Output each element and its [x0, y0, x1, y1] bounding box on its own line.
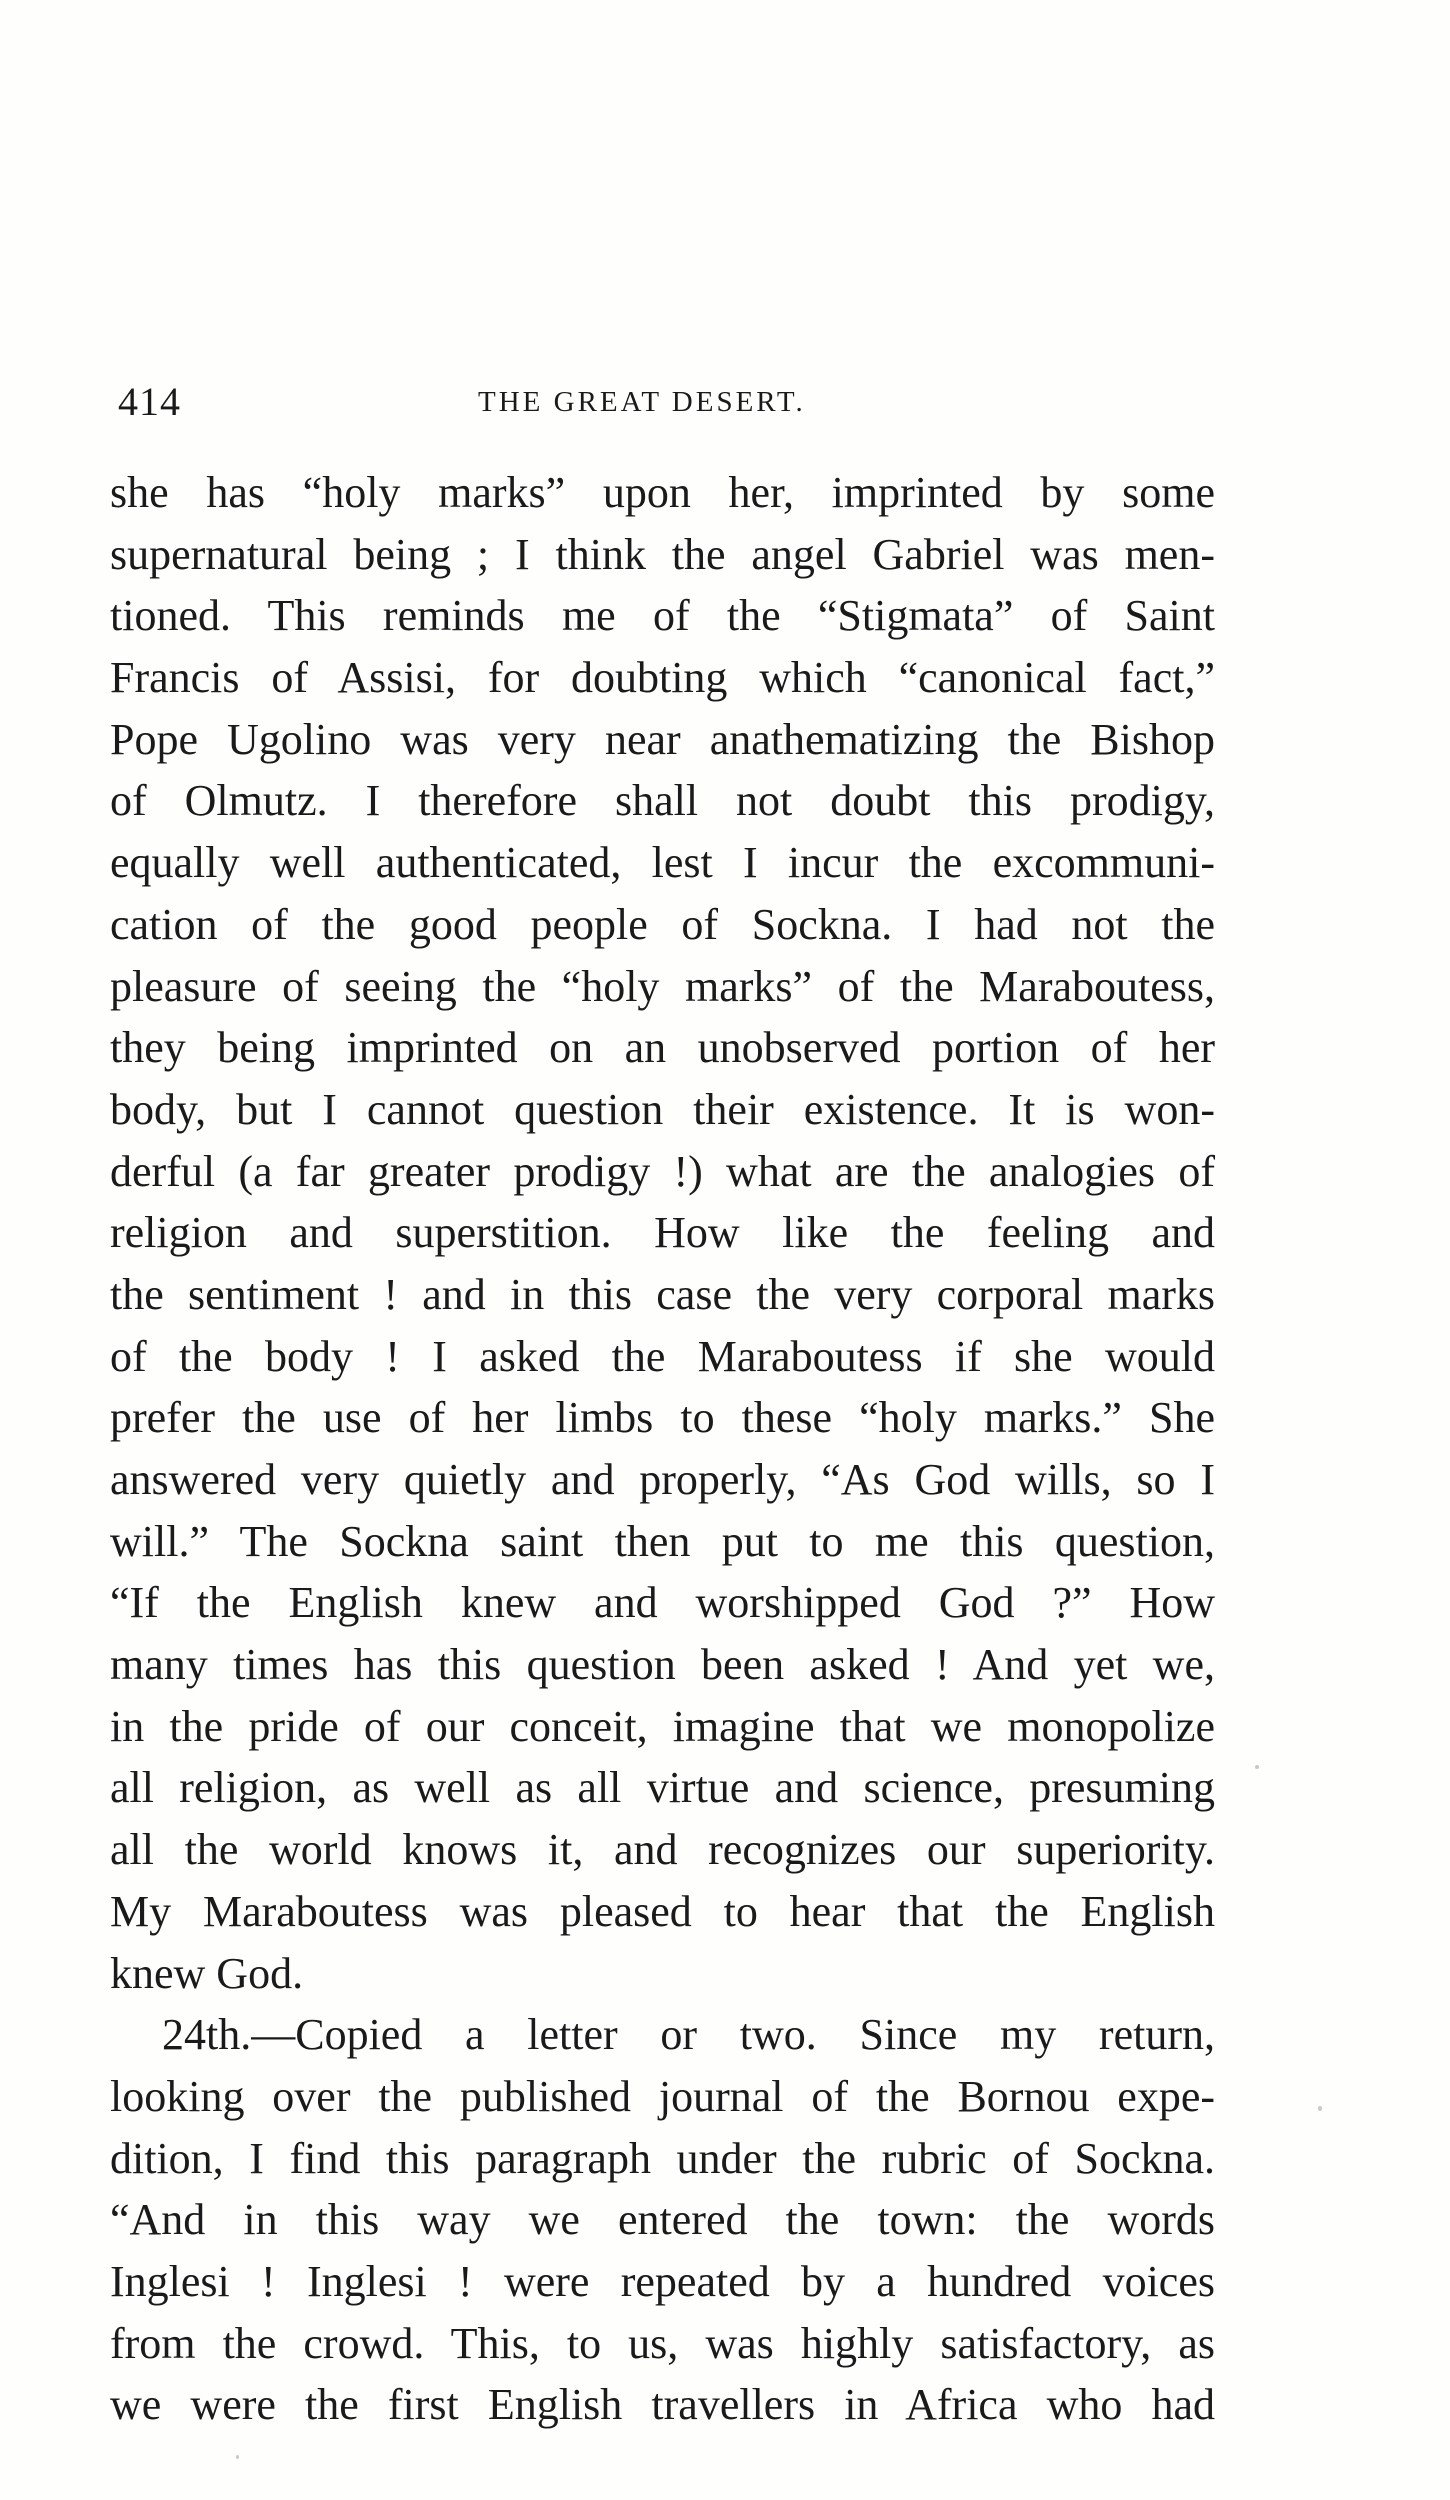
- text-line: dition, I find this paragraph under the rubric of Sockna.: [110, 2133, 1215, 2183]
- text-line: Inglesi ! Inglesi ! were repeated by a hundred voices: [110, 2256, 1215, 2306]
- body-text: [110, 462, 1215, 2436]
- text-line: all religion, as well as all virtue and science, presuming: [110, 1763, 1215, 1813]
- text-line: all the world knows it, and recognizes our superiority.: [110, 1825, 1215, 1875]
- text-line: they being imprinted on an unobserved portion of her: [110, 1023, 1215, 1073]
- text-line: equally well authenticated, lest I incur the excommuni-: [110, 838, 1215, 888]
- paragraph-end-line: knew God.: [110, 1948, 304, 1998]
- text-line: will.” The Sockna saint then put to me this question,: [110, 1516, 1215, 1566]
- paper-speck: [1255, 1765, 1259, 1769]
- text-line: pleasure of seeing the “holy marks” of the Maraboutess,: [110, 961, 1215, 1011]
- text-line: My Maraboutess was pleased to hear that the English: [110, 1886, 1215, 1936]
- text-line: looking over the published journal of the Bornou expe-: [110, 2071, 1215, 2121]
- text-line: religion and superstition. How like the feeling and: [110, 1208, 1215, 1258]
- text-line: Francis of Assisi, for doubting which “canonical fact,”: [110, 653, 1215, 703]
- text-line: tioned. This reminds me of the “Stigmata” of Saint: [110, 591, 1215, 641]
- text-line: “If the English knew and worshipped God ?” How: [110, 1578, 1215, 1628]
- text-line: of the body ! I asked the Maraboutess if she would: [110, 1331, 1215, 1381]
- text-line: body, but I cannot question their existence. It is won-: [110, 1084, 1215, 1134]
- text-line: cation of the good people of Sockna. I had not the: [110, 899, 1215, 949]
- text-line: the sentiment ! and in this case the very corporal marks: [110, 1269, 1215, 1319]
- text-line: answered very quietly and properly, “As God wills, so I: [110, 1455, 1215, 1504]
- paper-speck: [1318, 2106, 1322, 2111]
- paragraph-start-line: 24th.—Copied a letter or two. Since my return,: [162, 2010, 1215, 2060]
- text-line: many times has this question been asked ! And yet we,: [110, 1640, 1215, 1690]
- text-line: “And in this way we entered the town: the words: [110, 2195, 1215, 2245]
- text-line: in the pride of our conceit, imagine that we monopolize: [110, 1701, 1215, 1751]
- text-line: derful (a far greater prodigy !) what are the analogies of: [110, 1146, 1215, 1196]
- text-line: of Olmutz. I therefore shall not doubt this prodigy,: [110, 776, 1215, 826]
- paper-speck: [236, 2455, 239, 2459]
- text-line: supernatural being ; I think the angel Gabriel was men-: [110, 529, 1215, 579]
- text-line: we were the first English travellers in Africa who had: [110, 2380, 1215, 2430]
- text-line: Pope Ugolino was very near anathematizing the Bishop: [110, 714, 1215, 764]
- page-number: 414: [118, 379, 181, 424]
- text-line: she has “holy marks” upon her, imprinted by some: [110, 468, 1215, 517]
- page-header: [118, 378, 1210, 438]
- text-line: from the crowd. This, to us, was highly satisfactory, as: [110, 2318, 1215, 2368]
- text-line: prefer the use of her limbs to these “holy marks.” She: [110, 1393, 1215, 1443]
- running-title: THE GREAT DESERT.: [478, 386, 806, 418]
